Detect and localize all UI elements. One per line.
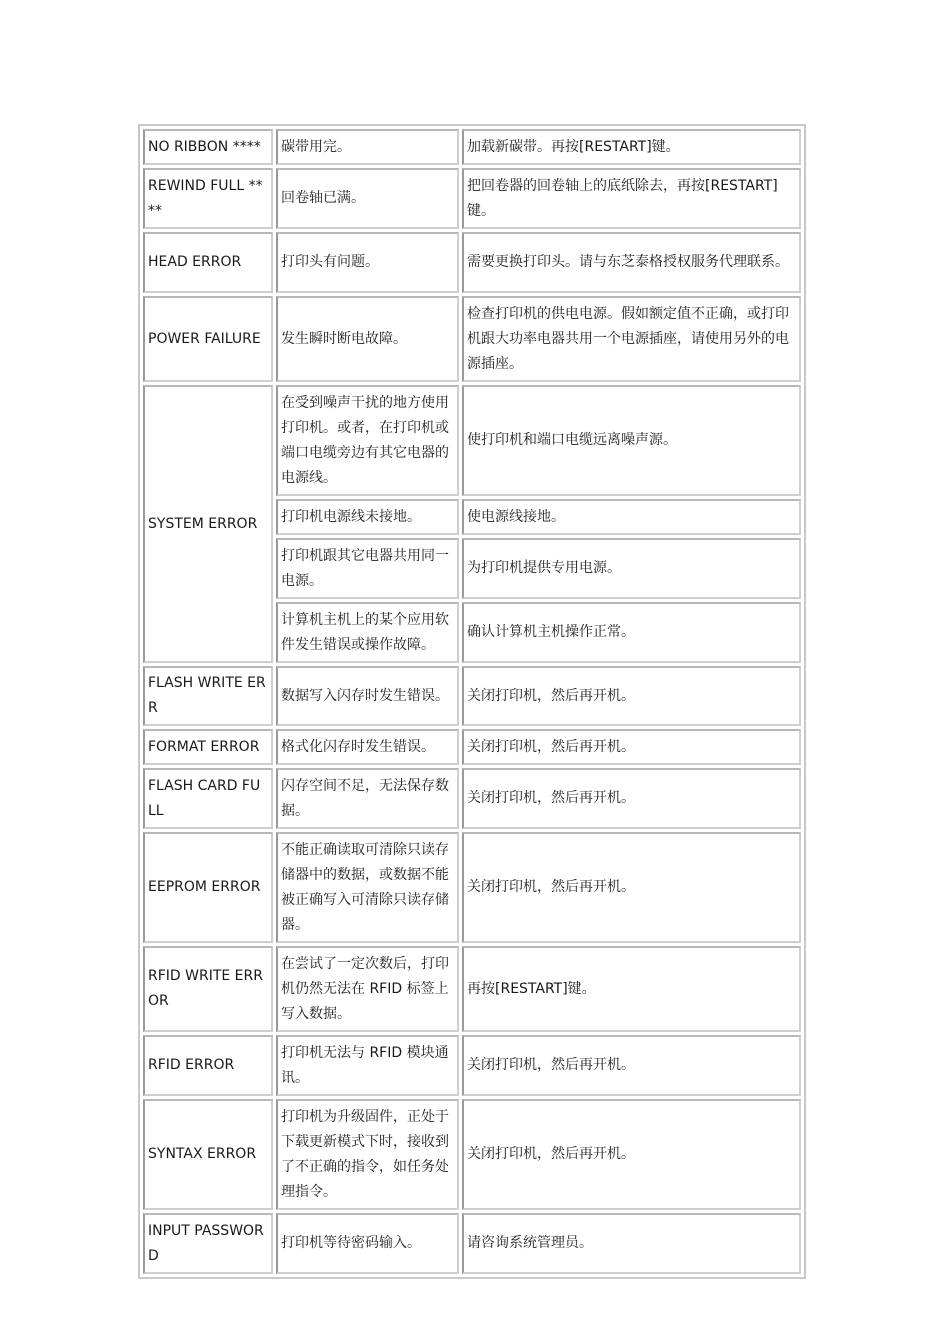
error-cause-cell: 闪存空间不足，无法保存数据。 <box>276 768 459 829</box>
error-solution-cell: 关闭打印机，然后再开机。 <box>462 832 801 943</box>
error-table-body <box>143 129 801 1274</box>
error-solution-cell: 为打印机提供专用电源。 <box>462 538 801 599</box>
error-code-cell: REWIND FULL **** <box>143 168 273 229</box>
error-solution-cell: 关闭打印机，然后再开机。 <box>462 1035 801 1096</box>
error-code-cell: FLASH WRITE ERR <box>143 666 273 726</box>
error-cause-cell: 数据写入闪存时发生错误。 <box>276 666 459 726</box>
error-code-cell: POWER FAILURE <box>143 296 273 382</box>
error-cause-cell: 打印头有问题。 <box>276 232 459 293</box>
error-solution-cell: 再按[RESTART]键。 <box>462 946 801 1032</box>
error-cause-cell: 不能正确读取可清除只读存储器中的数据，或数据不能被正确写入可清除只读存储器。 <box>276 832 459 943</box>
table-row <box>143 232 801 293</box>
table-row <box>143 296 801 382</box>
table-row <box>143 832 801 943</box>
error-solution-cell: 把回卷器的回卷轴上的底纸除去，再按[RESTART]键。 <box>462 168 801 229</box>
table-row <box>143 1099 801 1210</box>
error-code-cell: FLASH CARD FULL <box>143 768 273 829</box>
error-cause-cell: 打印机无法与 RFID 模块通讯。 <box>276 1035 459 1096</box>
error-solution-cell: 请咨询系统管理员。 <box>462 1213 801 1274</box>
error-cause-cell: 打印机跟其它电器共用同一电源。 <box>276 538 459 599</box>
error-cause-cell: 发生瞬时断电故障。 <box>276 296 459 382</box>
error-solution-cell: 使打印机和端口电缆远离噪声源。 <box>462 385 801 496</box>
error-code-cell: NO RIBBON **** <box>143 129 273 165</box>
table-row <box>143 1035 801 1096</box>
error-code-table <box>138 124 806 1279</box>
table-row <box>143 385 801 496</box>
error-code-cell: RFID ERROR <box>143 1035 273 1096</box>
error-code-cell: EEPROM ERROR <box>143 832 273 943</box>
error-cause-cell: 回卷轴已满。 <box>276 168 459 229</box>
table-row <box>143 729 801 765</box>
error-code-cell: INPUT PASSWORD <box>143 1213 273 1274</box>
error-cause-cell: 在尝试了一定次数后，打印机仍然无法在 RFID 标签上写入数据。 <box>276 946 459 1032</box>
error-solution-cell: 使电源线接地。 <box>462 499 801 535</box>
table-row <box>143 666 801 726</box>
error-code-cell: HEAD ERROR <box>143 232 273 293</box>
error-solution-cell: 加载新碳带。再按[RESTART]键。 <box>462 129 801 165</box>
error-cause-cell: 计算机主机上的某个应用软件发生错误或操作故障。 <box>276 602 459 663</box>
error-solution-cell: 确认计算机主机操作正常。 <box>462 602 801 663</box>
table-row <box>143 1213 801 1274</box>
error-solution-cell: 需要更换打印头。请与东芝泰格授权服务代理联系。 <box>462 232 801 293</box>
error-cause-cell: 打印机为升级固件，正处于下载更新模式下时，接收到了不正确的指令，如任务处理指令。 <box>276 1099 459 1210</box>
error-code-cell: SYNTAX ERROR <box>143 1099 273 1210</box>
error-solution-cell: 检查打印机的供电电源。假如额定值不正确，或打印机跟大功率电器共用一个电源插座，请使用另外的电源插座。 <box>462 296 801 382</box>
table-row <box>143 129 801 165</box>
error-code-cell: FORMAT ERROR <box>143 729 273 765</box>
error-code-cell: RFID WRITE ERROR <box>143 946 273 1032</box>
error-cause-cell: 在受到噪声干扰的地方使用打印机。或者，在打印机或端口电缆旁边有其它电器的电源线。 <box>276 385 459 496</box>
error-code-cell: SYSTEM ERROR <box>143 385 273 663</box>
error-cause-cell: 打印机等待密码输入。 <box>276 1213 459 1274</box>
error-cause-cell: 格式化闪存时发生错误。 <box>276 729 459 765</box>
error-solution-cell: 关闭打印机，然后再开机。 <box>462 666 801 726</box>
table-row <box>143 946 801 1032</box>
error-solution-cell: 关闭打印机，然后再开机。 <box>462 768 801 829</box>
error-solution-cell: 关闭打印机，然后再开机。 <box>462 729 801 765</box>
table-row <box>143 168 801 229</box>
error-cause-cell: 碳带用完。 <box>276 129 459 165</box>
error-solution-cell: 关闭打印机，然后再开机。 <box>462 1099 801 1210</box>
error-cause-cell: 打印机电源线未接地。 <box>276 499 459 535</box>
table-row <box>143 768 801 829</box>
